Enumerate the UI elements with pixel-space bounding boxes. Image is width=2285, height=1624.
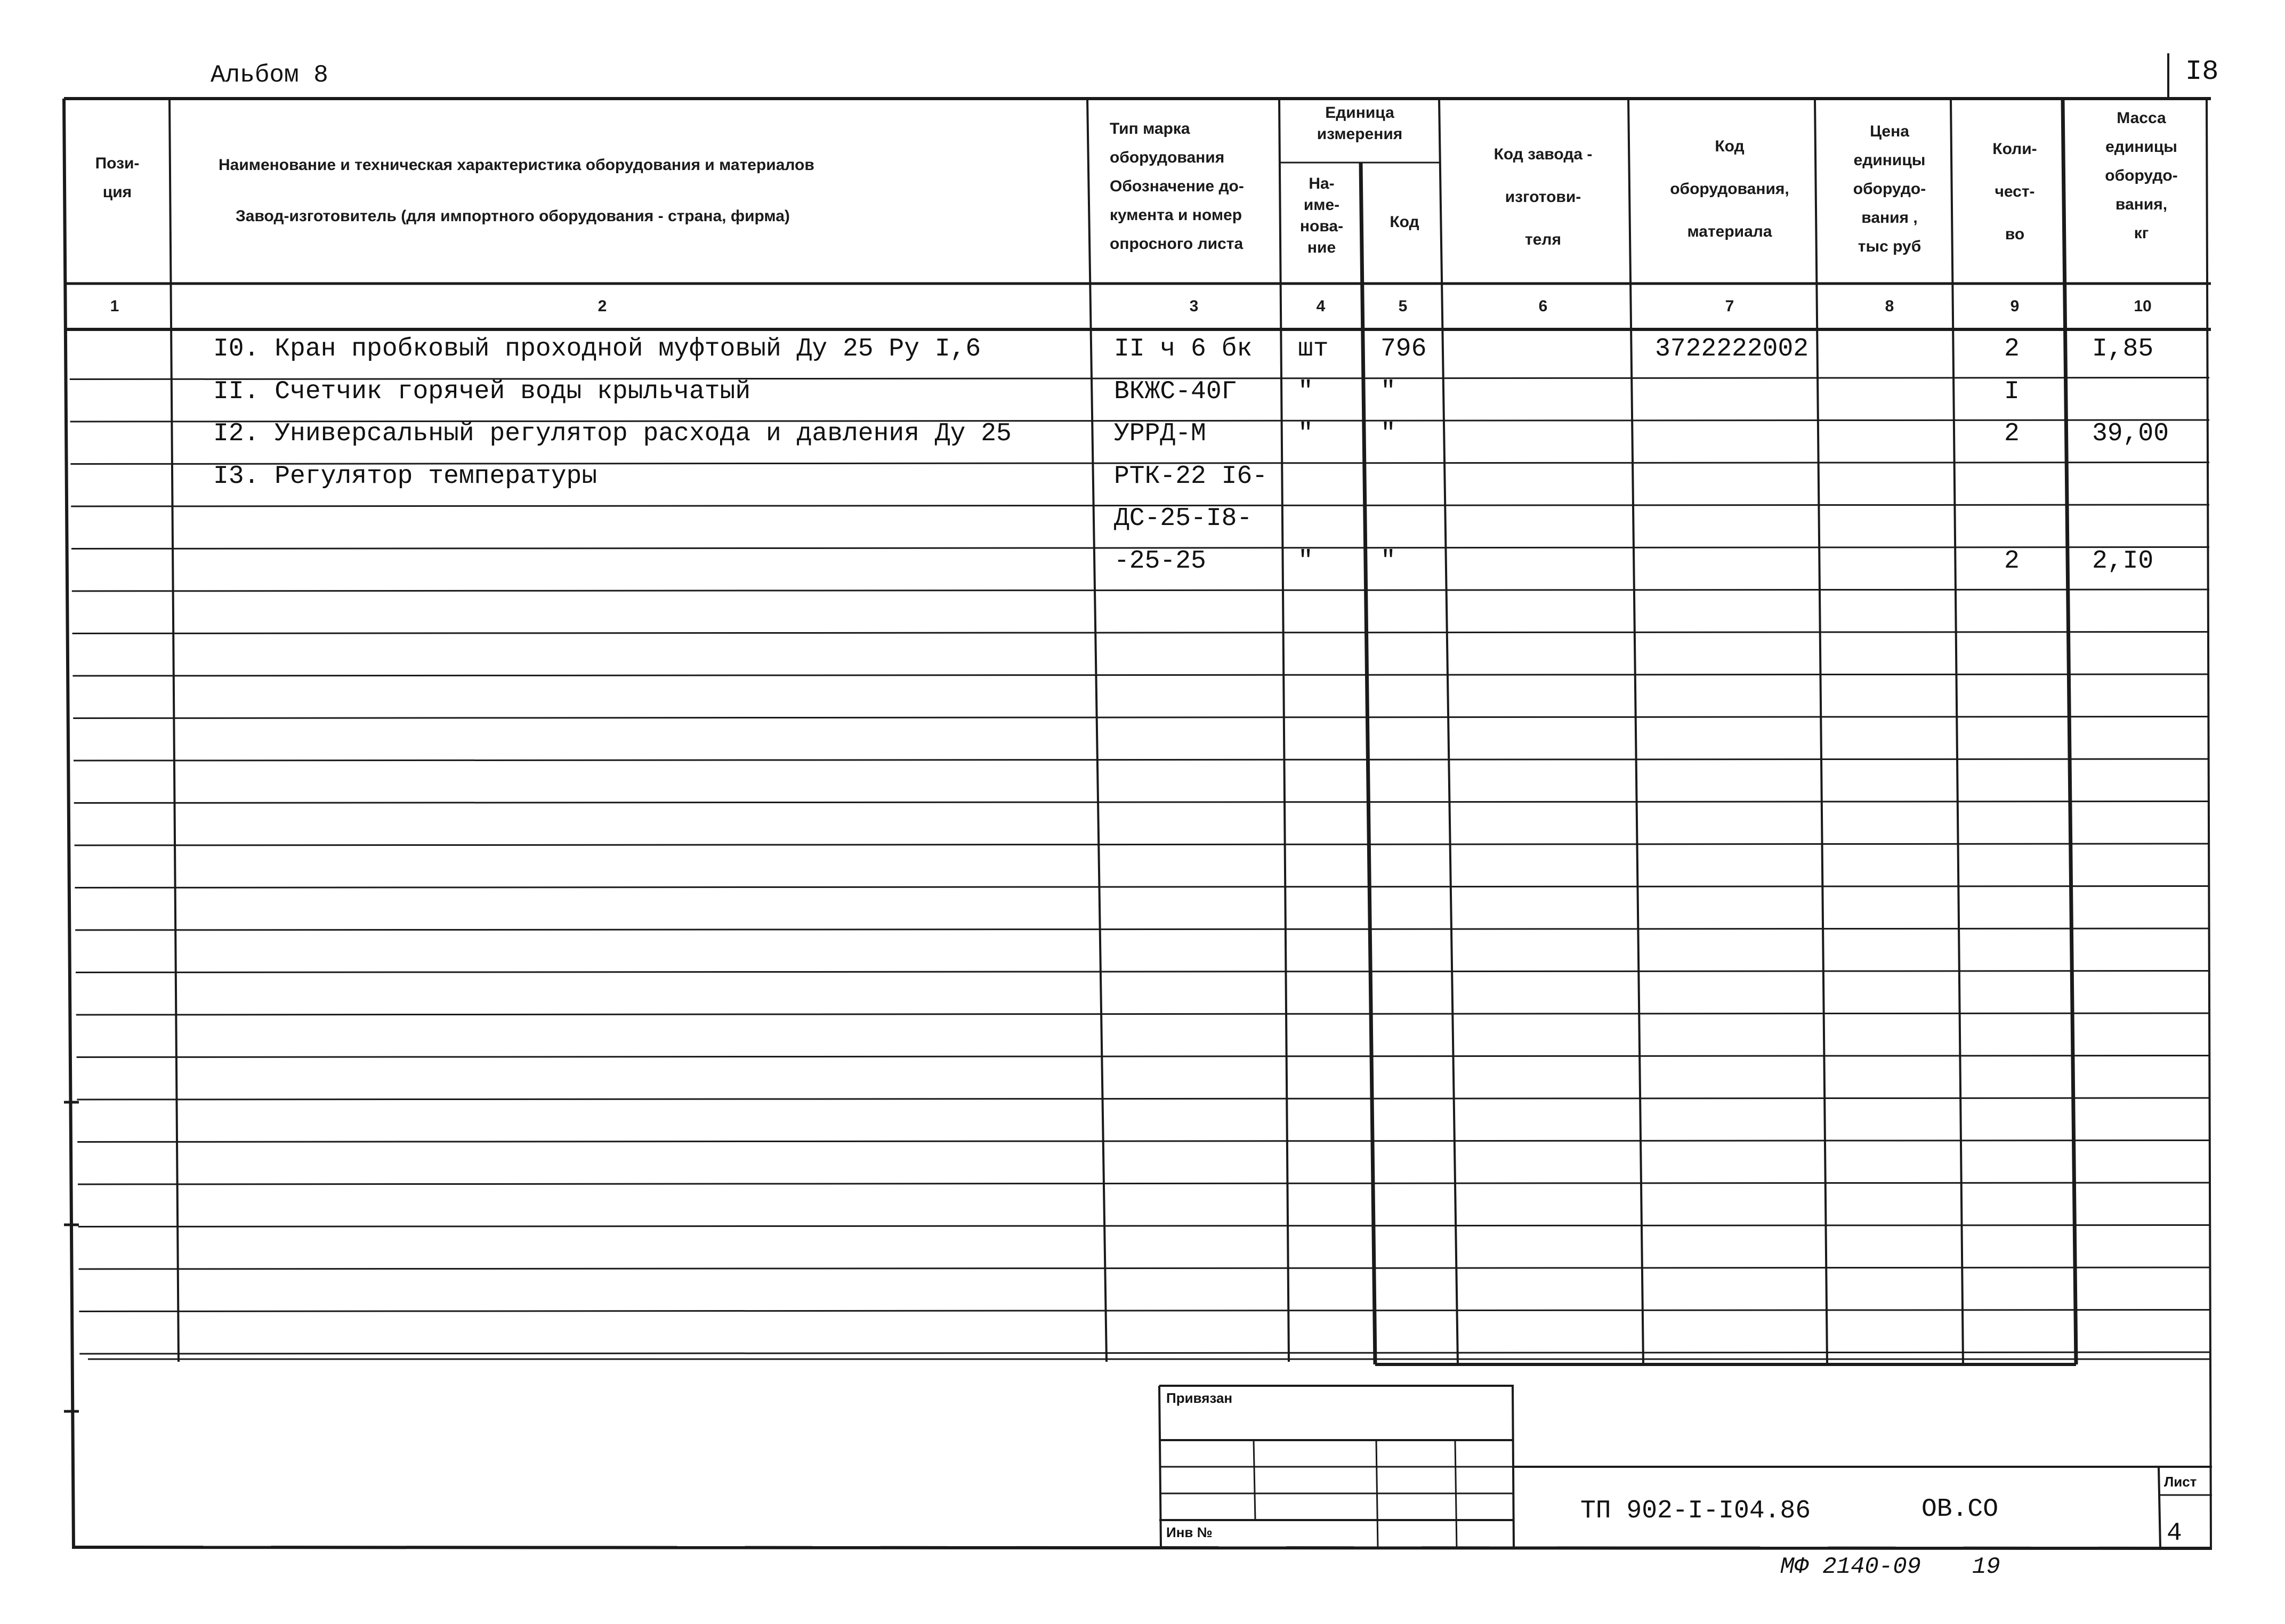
header-qty: [1961, 128, 2068, 256]
row-type: ВКЖС-40Г: [1114, 377, 1237, 406]
page-number: I8: [2185, 56, 2219, 87]
header-unit-line: измерения: [1317, 125, 1403, 143]
row-rule: [74, 802, 2209, 803]
row-type: -25-25: [1114, 546, 1206, 576]
header-factory-line: Код завода -: [1493, 146, 1593, 163]
row-rule: [76, 971, 2209, 973]
header-name-line: Наименование и техническая характеристика оборудования и материалов: [219, 156, 814, 174]
column-number: 7: [1725, 297, 1734, 315]
column-number: 8: [1885, 297, 1894, 315]
header-mass-line: единицы: [2105, 138, 2177, 156]
column-number: 4: [1316, 297, 1326, 315]
column-number: 2: [598, 297, 607, 315]
header-type-line: Обозначение до-: [1110, 177, 1244, 195]
header-qty-line: чест-: [1995, 183, 2035, 200]
header-unit-name: [1280, 173, 1363, 258]
header-price: [1826, 117, 1953, 261]
header-equip-line: Код: [1715, 138, 1745, 155]
header-unit-name-line: ние: [1307, 239, 1336, 256]
header-type-line: оборудования: [1110, 149, 1225, 166]
row-qty: 2: [2004, 419, 2020, 448]
row-mass: 39,00: [2092, 419, 2169, 448]
header-price-line: вания ,: [1861, 209, 1918, 227]
header-mass-line: оборудо-: [2105, 167, 2178, 184]
row-mass: I,85: [2092, 335, 2154, 363]
doc-code: ТП 902-I-I04.86: [1580, 1497, 1811, 1525]
header-equip-code: [1642, 125, 1818, 253]
header-name-line: Завод-изготовитель (для импортного оборудования - страна, фирма): [236, 207, 790, 225]
column-number: 9: [2010, 297, 2020, 315]
row-equip-code: 3722222002: [1655, 335, 1809, 363]
row-rule: [73, 717, 2209, 718]
row-rule: [72, 589, 2209, 591]
row-qty: 2: [2004, 335, 2020, 363]
row-rule: [72, 632, 2209, 634]
header-factory-line: теля: [1525, 231, 1561, 248]
row-rule: [76, 1013, 2209, 1015]
header-mass-line: кг: [2134, 224, 2149, 242]
row-rule: [78, 1183, 2209, 1184]
row-rule: [74, 759, 2209, 761]
header-price-line: единицы: [1853, 151, 1926, 169]
header-unit-name-line: нова-: [1299, 217, 1344, 235]
row-rule: [78, 1225, 2209, 1227]
row-unit: шт: [1298, 335, 1329, 363]
stamp-inv-label: Инв №: [1166, 1524, 1213, 1540]
row-type: II ч 6 бк: [1114, 335, 1253, 363]
header-unit-name-line: име-: [1303, 196, 1340, 214]
column-number: 6: [1538, 297, 1548, 315]
column-number: 10: [2134, 297, 2152, 315]
header-unit-line: Единица: [1325, 104, 1394, 122]
row-rule: [79, 1310, 2209, 1312]
row-type: РТК-22 I6-: [1114, 462, 1268, 491]
row-qty: 2: [2004, 546, 2020, 576]
header-equip-line: оборудования,: [1670, 180, 1789, 198]
row-unit-code: 796: [1380, 335, 1427, 363]
header-price-line: тыс руб: [1858, 238, 1921, 255]
header-unit-group: [1280, 102, 1439, 145]
row-rule: [79, 1267, 2209, 1269]
header-equip-line: материала: [1687, 223, 1772, 240]
row-rule: [75, 844, 2209, 845]
column-number: 1: [110, 297, 119, 315]
row-name: II. Счетчик горячей воды крыльчатый: [213, 377, 751, 406]
sheet-number: 4: [2167, 1519, 2182, 1548]
row-rule: [75, 886, 2209, 888]
row-unit: ": [1298, 546, 1313, 576]
header-position-line: ция: [102, 183, 132, 201]
doc-mark: ОВ.СО: [1921, 1495, 1999, 1524]
header-price-line: оборудо-: [1853, 180, 1926, 198]
header-mass: [2073, 104, 2209, 248]
row-unit: ": [1298, 377, 1313, 406]
stamp-bound-label: Привязан: [1166, 1390, 1233, 1406]
header-factory-line: изготови-: [1505, 188, 1581, 206]
row-rule: [72, 674, 2209, 676]
header-type: [1103, 115, 1288, 258]
row-type: УРРД-М: [1114, 419, 1206, 448]
header-qty-line: Коли-: [1992, 140, 2037, 158]
header-factory-code: [1455, 133, 1631, 261]
header-unit-code: Код: [1390, 213, 1419, 231]
header-position: [64, 149, 171, 207]
album-label: Альбом 8: [211, 61, 328, 89]
row-rule: [77, 1056, 2209, 1057]
header-type-line: кумента и номер: [1110, 206, 1242, 224]
header-type-line: Тип марка: [1110, 120, 1190, 138]
row-rule: [79, 1352, 2209, 1354]
row-unit-code: ": [1380, 377, 1396, 406]
footer-code: МФ 2140-09: [1780, 1554, 1921, 1580]
row-name: I0. Кран пробковый проходной муфтовый Ду 25 Ру I,6: [213, 335, 981, 363]
footer-number: 19: [1972, 1554, 2000, 1580]
header-price-line: Цена: [1870, 123, 1909, 140]
sheet-label: Лист: [2164, 1474, 2197, 1490]
row-unit: ": [1298, 419, 1313, 448]
row-rule: [77, 1141, 2209, 1142]
row-rule: [75, 928, 2209, 930]
header-name: [179, 140, 965, 242]
column-number: 5: [1398, 297, 1408, 315]
header-mass-line: вания,: [2115, 196, 2168, 213]
header-type-line: опросного листа: [1110, 235, 1244, 253]
header-qty-line: во: [2005, 225, 2025, 243]
column-number: 3: [1189, 297, 1199, 315]
row-unit-code: ": [1380, 419, 1396, 448]
row-type: ДС-25-I8-: [1114, 504, 1253, 533]
header-position-line: Пози-: [95, 155, 140, 172]
header-unit-name-line: На-: [1309, 175, 1335, 192]
row-name: I3. Регулятор температуры: [213, 462, 598, 491]
row-mass: 2,I0: [2092, 546, 2154, 576]
row-name: I2. Универсальный регулятор расхода и давления Ду 25: [213, 419, 1012, 448]
row-qty: I: [2004, 377, 2020, 406]
row-unit-code: ": [1380, 546, 1396, 576]
row-rule: [77, 1098, 2209, 1100]
header-mass-line: Масса: [2117, 109, 2166, 127]
